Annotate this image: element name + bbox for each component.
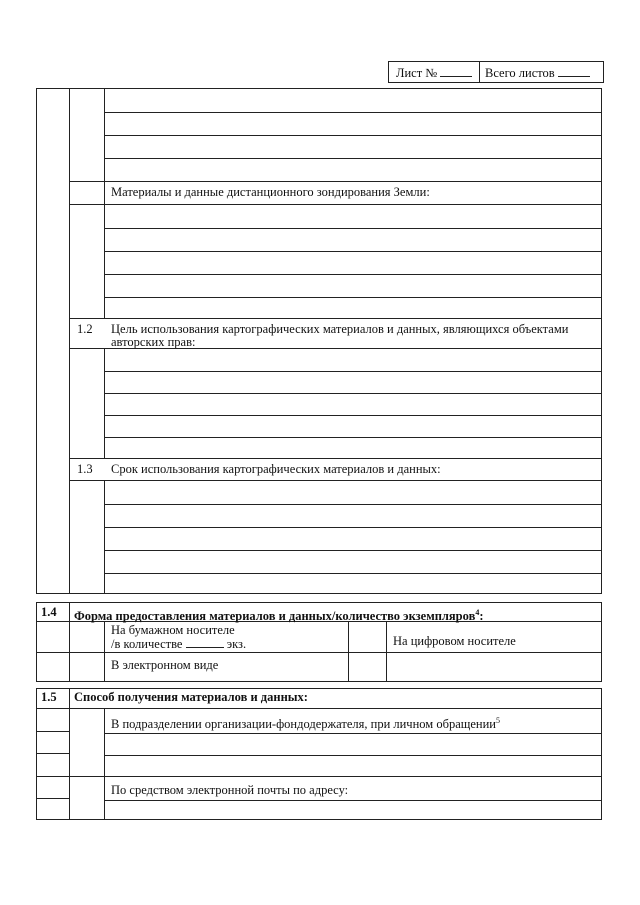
ruled-line: [104, 573, 602, 574]
section15-col-divider-1: [69, 688, 70, 820]
row-divider: [36, 776, 602, 777]
row-1-3-text: Срок использования картографических материалов и данных:: [111, 462, 441, 476]
remote-sensing-label: Материалы и данные дистанционного зондирования Земли:: [111, 185, 430, 199]
ruled-line: [36, 753, 69, 754]
paper-option-line1: На бумажном носителе: [111, 623, 235, 637]
email-delivery-option: По средством электронной почты по адресу:: [111, 783, 349, 797]
ruled-line: [104, 800, 602, 801]
ruled-line: [104, 135, 602, 136]
ruled-line: [104, 504, 602, 505]
sheet-header-divider: [479, 61, 480, 83]
ruled-line: [104, 527, 602, 528]
ruled-line: [104, 733, 602, 734]
row-divider: [69, 318, 602, 319]
section14-number: 1.4: [41, 605, 57, 619]
section15-number: 1.5: [41, 690, 57, 704]
digital-option: На цифровом носителе: [393, 634, 516, 648]
row-divider: [69, 458, 602, 459]
section1-col-divider-2a: [104, 88, 105, 318]
section14-title: Форма предоставления материалов и данных/количество экземпляров$^4$:: [74, 608, 484, 624]
row-1-2-text-line1: Цель использования картографических материалов и данных, являющихся объектами: [111, 322, 569, 336]
row-divider: [69, 181, 602, 182]
ruled-line: [104, 437, 602, 438]
row-divider: [69, 204, 602, 205]
row-1-3-number: 1.3: [77, 462, 93, 476]
ruled-line: [36, 798, 69, 799]
row-1-2-number: 1.2: [77, 322, 93, 336]
ruled-line: [104, 251, 602, 252]
section15-title: Способ получения материалов и данных:: [74, 690, 308, 704]
ruled-line: [104, 371, 602, 372]
section14-col-divider-1: [69, 602, 70, 682]
section15-header-divider: [36, 708, 602, 709]
row-1-2-text-line2: авторских прав:: [111, 335, 196, 349]
section1-col-divider-2c: [104, 480, 105, 594]
ruled-line: [104, 158, 602, 159]
ruled-line: [104, 755, 602, 756]
section14-row-divider: [36, 652, 602, 653]
electronic-option: В электронном виде: [111, 658, 219, 672]
total-sheets-label: Всего листов: [485, 66, 590, 81]
row-divider: [69, 480, 602, 481]
sheet-number-label: Лист №: [396, 66, 472, 81]
ruled-line: [104, 228, 602, 229]
row-divider: [69, 348, 602, 349]
paper-option-line2: /в количестве экз.: [111, 637, 247, 651]
ruled-line: [104, 297, 602, 298]
ruled-line: [104, 112, 602, 113]
section1-col-divider-1: [69, 88, 70, 594]
section15-col-divider-2: [104, 708, 105, 820]
pickup-in-person-option: В подразделении организации-фондодержателя, при личном обращении$^5$: [111, 716, 500, 732]
ruled-line: [104, 274, 602, 275]
ruled-line: [36, 731, 69, 732]
section1-col-divider-2b: [104, 348, 105, 458]
ruled-line: [104, 415, 602, 416]
ruled-line: [104, 393, 602, 394]
ruled-line: [104, 550, 602, 551]
